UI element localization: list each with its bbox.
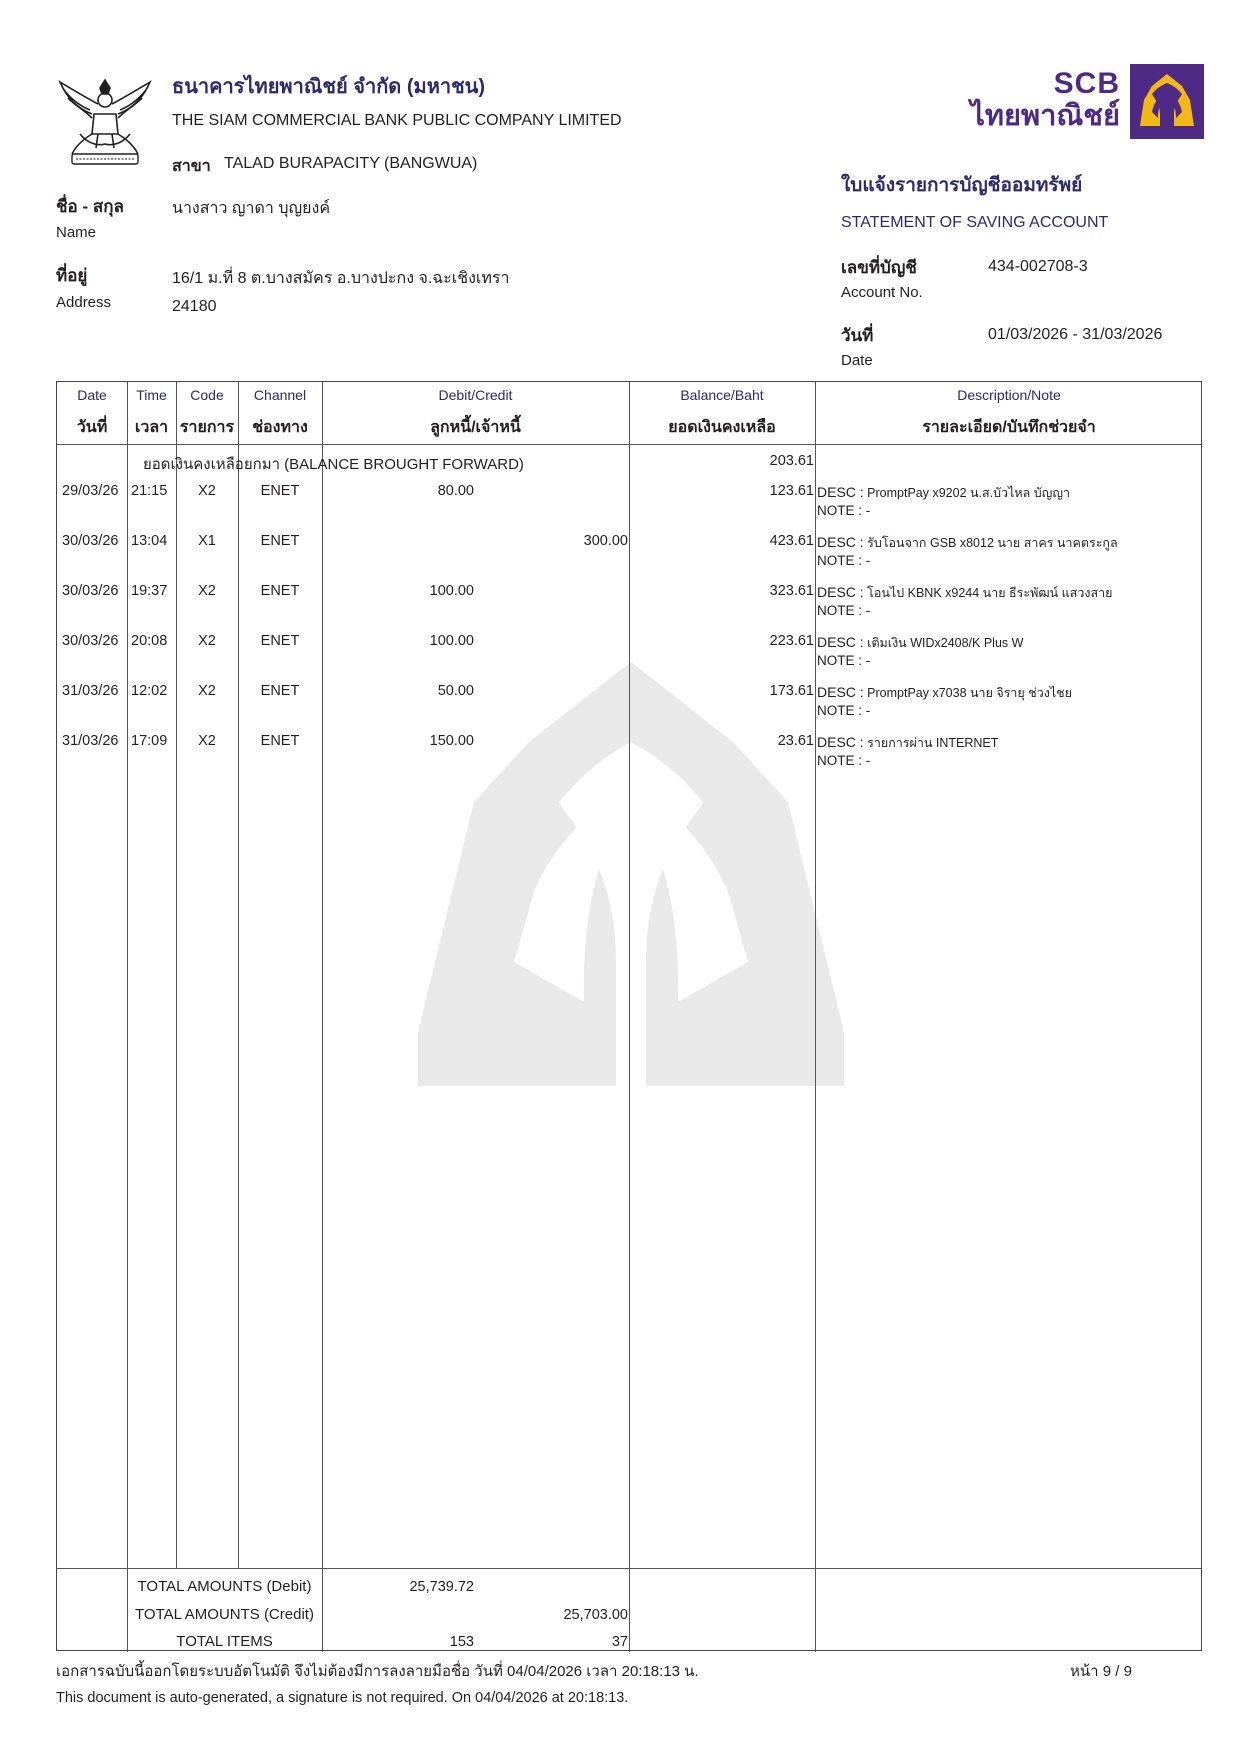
- row-date: 31/03/26: [62, 683, 119, 699]
- account-label-thai: เลขที่บัญชี: [841, 258, 917, 277]
- branch-label: สาขา: [172, 158, 211, 175]
- footer-note-thai: เอกสารฉบับนี้ออกโดยระบบอัตโนมัติ จึงไม่ต้องมีการลงลายมือชื่อ วันที่ 04/04/2026 เวลา 20:18:13 น.: [56, 1663, 699, 1680]
- header-code-th: รายการ: [179, 419, 235, 436]
- total-credit-label: TOTAL AMOUNTS (Credit): [135, 1606, 314, 1623]
- desc-label: DESC :: [817, 734, 864, 750]
- row-description: [817, 633, 1023, 653]
- total-debit-value: 25,739.72: [409, 1579, 474, 1595]
- row-note: NOTE : -: [817, 653, 871, 668]
- statement-date-range: 01/03/2026 - 31/03/2026: [988, 326, 1163, 343]
- row-channel: ENET: [260, 683, 300, 699]
- header-balance-th: ยอดเงินคงเหลือ: [668, 419, 776, 436]
- row-code: X2: [198, 683, 216, 699]
- total-credit-value: 25,703.00: [563, 1607, 628, 1623]
- bank-name-thai: ธนาคารไทยพาณิชย์ จำกัด (มหาชน): [172, 76, 486, 98]
- row-channel: ENET: [260, 733, 300, 749]
- account-label-english: Account No.: [841, 284, 923, 301]
- header-date-en: Date: [77, 387, 107, 403]
- row-time: 17:09: [131, 733, 168, 749]
- address-line-2: 24180: [172, 298, 217, 315]
- row-code: X1: [198, 533, 216, 549]
- total-debit-label: TOTAL AMOUNTS (Debit): [137, 1578, 312, 1595]
- total-items-credit: 37: [611, 1634, 628, 1650]
- row-date: 29/03/26: [62, 483, 119, 499]
- desc-text: PromptPay x7038 นาย จิรายุ ช่วงไชย: [867, 686, 1072, 700]
- scb-logo-icon: [1130, 64, 1204, 139]
- header-debit-credit-th: ลูกหนี้/เจ้าหนี้: [430, 419, 521, 436]
- header-channel-en: Channel: [253, 387, 307, 403]
- header-description-en: Description/Note: [957, 387, 1061, 403]
- brought-forward-balance: 203.61: [769, 453, 814, 469]
- header-date-th: วันที่: [76, 419, 108, 436]
- row-debit: 50.00: [437, 683, 474, 699]
- date-label-english: Date: [841, 352, 873, 369]
- statement-title-english: STATEMENT OF SAVING ACCOUNT: [841, 214, 1109, 231]
- row-code: X2: [198, 633, 216, 649]
- statement-title-thai: ใบแจ้งรายการบัญชีออมทรัพย์: [841, 175, 1083, 196]
- date-label-thai: วันที่: [841, 326, 874, 345]
- row-credit: 300.00: [583, 533, 628, 549]
- row-time: 12:02: [131, 683, 168, 699]
- row-date: 30/03/26: [62, 533, 119, 549]
- row-description: [817, 533, 1118, 553]
- row-date: 31/03/26: [62, 733, 119, 749]
- row-balance: 23.61: [777, 733, 814, 749]
- row-description: [817, 683, 1072, 703]
- row-note: NOTE : -: [817, 753, 871, 768]
- desc-label: DESC :: [817, 534, 864, 550]
- row-balance: 173.61: [769, 683, 814, 699]
- row-note: NOTE : -: [817, 553, 871, 568]
- desc-text: โอนไป KBNK x9244 นาย ธีระพัฒน์ แสวงสาย: [867, 586, 1113, 600]
- row-date: 30/03/26: [62, 633, 119, 649]
- header-time-th: เวลา: [134, 419, 169, 436]
- address-label-english: Address: [56, 294, 112, 311]
- desc-text: เติมเงิน WIDx2408/K Plus W: [867, 636, 1024, 650]
- header-debit-credit-en: Debit/Credit: [438, 387, 513, 403]
- header-code-en: Code: [190, 387, 224, 403]
- row-code: X2: [198, 483, 216, 499]
- customer-name: นางสาว ญาดา บุญยงค์: [172, 200, 331, 217]
- row-balance: 423.61: [769, 533, 814, 549]
- header-channel-th: ช่องทาง: [252, 419, 308, 436]
- account-number: 434-002708-3: [988, 258, 1088, 275]
- row-note: NOTE : -: [817, 603, 871, 618]
- header-balance-en: Balance/Baht: [680, 387, 764, 403]
- desc-text: รายการผ่าน INTERNET: [867, 736, 999, 750]
- row-channel: ENET: [260, 483, 300, 499]
- name-label-english: Name: [56, 224, 97, 241]
- row-debit: 100.00: [429, 583, 474, 599]
- desc-label: DESC :: [817, 684, 864, 700]
- address-label-thai: ที่อยู่: [56, 266, 88, 285]
- row-time: 19:37: [131, 583, 168, 599]
- desc-text: รับโอนจาก GSB x8012 นาย สาคร นาคตระกูล: [867, 536, 1118, 550]
- desc-label: DESC :: [817, 634, 864, 650]
- scb-logo-text: [970, 68, 1120, 132]
- row-debit: 100.00: [429, 633, 474, 649]
- row-channel: ENET: [260, 533, 300, 549]
- header-time-en: Time: [136, 387, 167, 403]
- footer-note-english: This document is auto-generated, a signature is not required. On 04/04/2026 at 20:18:13.: [56, 1690, 629, 1706]
- scb-logo-en: SCB: [1053, 67, 1120, 100]
- total-items-debit: 153: [449, 1634, 474, 1650]
- address-line-1: 16/1 ม.ที่ 8 ต.บางสมัคร อ.บางปะกง จ.ฉะเชิงเทรา: [172, 270, 510, 287]
- scb-logo-th: ไทยพาณิชย์: [970, 100, 1120, 132]
- row-code: X2: [198, 733, 216, 749]
- desc-label: DESC :: [817, 584, 864, 600]
- row-debit: 150.00: [429, 733, 474, 749]
- transaction-table: [56, 381, 1202, 1651]
- desc-label: DESC :: [817, 484, 864, 500]
- page-number: หน้า 9 / 9: [1070, 1663, 1132, 1680]
- row-balance: 323.61: [769, 583, 814, 599]
- row-note: NOTE : -: [817, 703, 871, 718]
- row-code: X2: [198, 583, 216, 599]
- desc-text: PromptPay x9202 น.ส.บัวไหล บัญญา: [867, 486, 1070, 500]
- brought-forward-label: ยอดเงินคงเหลือยกมา (BALANCE BROUGHT FORWARD): [143, 456, 524, 473]
- row-balance: 123.61: [769, 483, 814, 499]
- row-description: [817, 733, 998, 753]
- garuda-emblem-icon: [58, 74, 152, 170]
- row-date: 30/03/26: [62, 583, 119, 599]
- row-debit: 80.00: [437, 483, 474, 499]
- row-description: [817, 583, 1112, 603]
- row-time: 21:15: [131, 483, 168, 499]
- row-balance: 223.61: [769, 633, 814, 649]
- row-note: NOTE : -: [817, 503, 871, 518]
- row-time: 13:04: [131, 533, 168, 549]
- row-description: [817, 483, 1070, 503]
- branch-value: TALAD BURAPACITY (BANGWUA): [224, 155, 478, 172]
- row-channel: ENET: [260, 583, 300, 599]
- header-description-th: รายละเอียด/บันทึกช่วยจำ: [922, 419, 1096, 436]
- row-channel: ENET: [260, 633, 300, 649]
- name-label-thai: ชื่อ - สกุล: [56, 197, 124, 216]
- row-time: 20:08: [131, 633, 168, 649]
- bank-name-english: THE SIAM COMMERCIAL BANK PUBLIC COMPANY LIMITED: [172, 112, 622, 129]
- total-items-label: TOTAL ITEMS: [176, 1633, 273, 1650]
